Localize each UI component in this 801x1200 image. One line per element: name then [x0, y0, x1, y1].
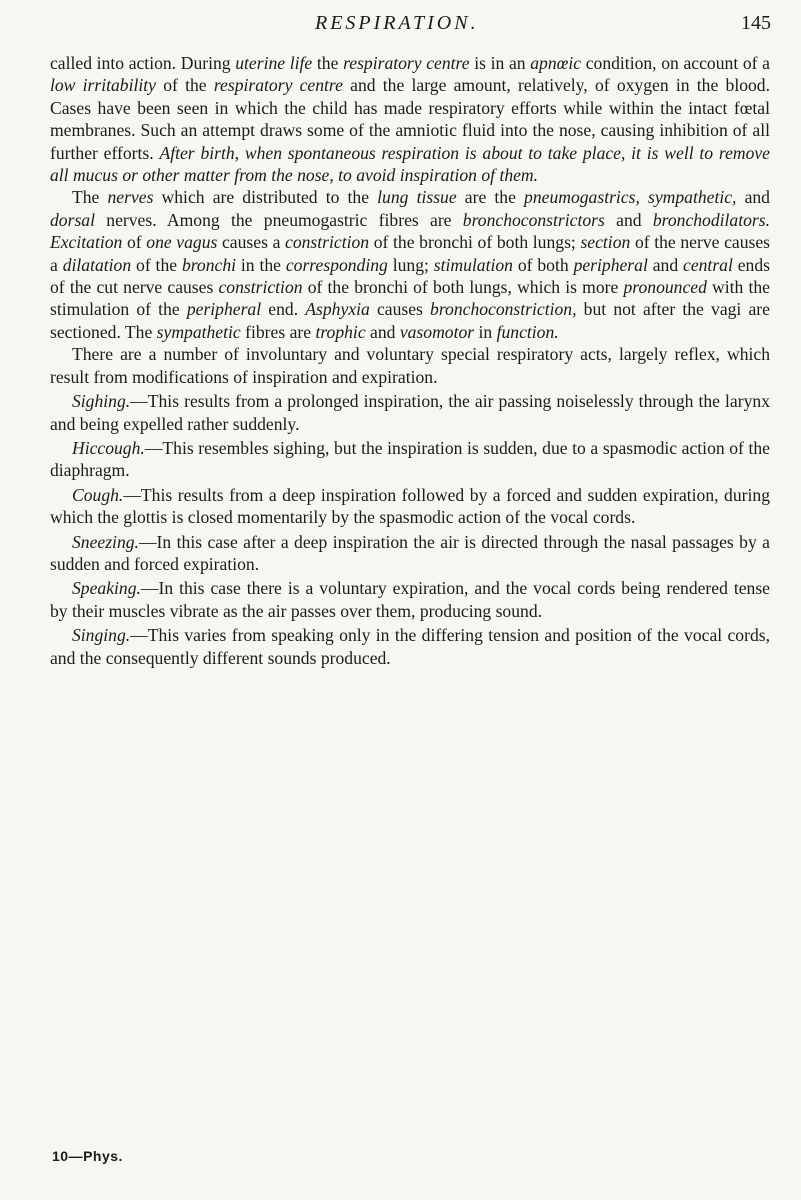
page-header	[250, 12, 771, 40]
page-number: 145	[741, 12, 771, 34]
paragraph-intro: called into action. During uterine life the respiratory centre is in an apnœic condition, on account of a low irritability of the respiratory centre and the large amount, relatively, of oxygen in the blood. Cases have been seen in which the child has made respiratory efforts while within the intact fœtal membranes. Such an attempt draws some of the amniotic fluid into the nose, causing inhibition of all further efforts. After birth, when spontaneous respiration is about to take place, it is well to remove all mucus or other matter from the nose, to avoid inspiration of them.	[50, 53, 770, 186]
paragraph-sneezing: Sneezing.—In this case after a deep inspiration the air is directed through the nasal passages by a sudden and forced expiration.	[50, 531, 770, 574]
term-singing: Singing.	[72, 625, 131, 646]
term-speaking: Speaking.	[72, 578, 141, 599]
paragraph-nerves: The nerves which are distributed to the lung tissue are the pneumogastrics, sympathetic, and dorsal nerves. Among the pneumogastric fibres are bronchoconstrictors and bronchodilators. Excitation of one vagus causes a constriction of the bronchi of both lungs; section of the nerve causes a dilatation of the bronchi in the corresponding lung; stimulation of both peripheral and central ends of the cut nerve causes constriction of the bronchi of both lungs, which is more pronounced with the stimulation of the peripheral end. Asphyxia causes bronchoconstriction, but not after the vagi are sectioned. The sympathetic fibres are trophic and vasomotor in function.	[50, 187, 771, 342]
term-sneezing: Sneezing.	[72, 531, 139, 552]
term-cough: Cough.	[72, 484, 124, 505]
running-title: RESPIRATION.	[315, 12, 479, 34]
paragraph-sighing: Sighing.—This results from a prolonged inspiration, the air passing noiselessly through the larynx and being expelled rather suddenly.	[50, 391, 770, 434]
term-sighing: Sighing.	[72, 391, 131, 412]
body-text	[50, 52, 770, 669]
paragraph-singing: Singing.—This varies from speaking only in the differing tension and position of the vocal cords, and the consequently different sounds produced.	[50, 625, 770, 668]
paragraph-speaking: Speaking.—In this case there is a voluntary expiration, and the vocal cords being rendered tense by their muscles vibrate as the air passes over them, producing sound.	[50, 578, 770, 621]
signature-mark: 10—Phys.	[52, 1148, 123, 1164]
paragraph-respiratory-acts: There are a number of involuntary and voluntary special respiratory acts, largely reflex, which result from modifications of inspiration and expiration.	[50, 344, 770, 387]
term-hiccough: Hiccough.	[72, 437, 145, 458]
paragraph-hiccough: Hiccough.—This resembles sighing, but the inspiration is sudden, due to a spasmodic action of the diaphragm.	[50, 437, 770, 481]
paragraph-cough: Cough.—This results from a deep inspiration followed by a forced and sudden expiration, during which the glottis is closed momentarily by the spasmodic action of the vocal cords.	[50, 484, 770, 528]
